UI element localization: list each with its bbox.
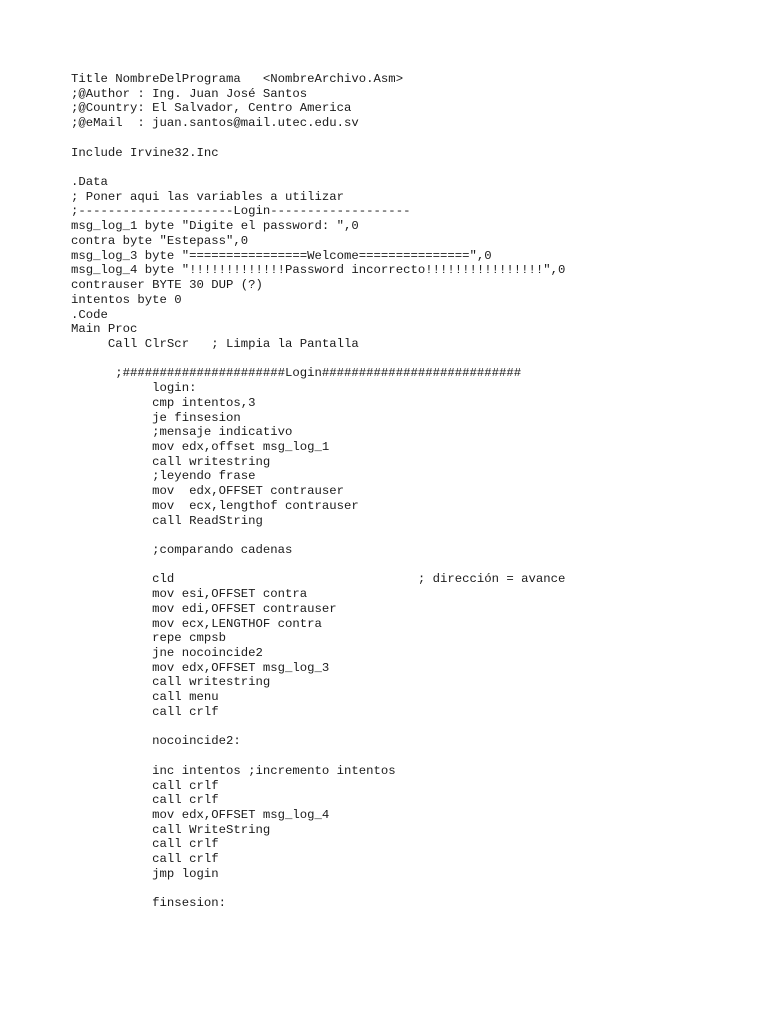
code-line: cld ; dirección = avance — [71, 572, 566, 587]
code-line: call WriteString — [71, 822, 271, 837]
code-line: msg_log_4 byte "!!!!!!!!!!!!!Password incorrecto!!!!!!!!!!!!!!!!",0 — [71, 263, 566, 278]
code-line: mov edx,OFFSET msg_log_3 — [71, 660, 330, 675]
code-line: ;mensaje indicativo — [71, 425, 293, 440]
code-line: call writestring — [71, 454, 271, 469]
code-line — [71, 160, 565, 175]
code-line: Include Irvine32.Inc — [71, 145, 219, 160]
code-line: cmp intentos,3 — [71, 395, 256, 410]
code-line: Call ClrScr ; Limpia la Pantalla — [71, 336, 359, 351]
code-line: .Data — [71, 175, 108, 190]
code-line: ;leyendo frase — [71, 469, 256, 484]
code-line: call writestring — [71, 675, 271, 690]
code-line: mov esi,OFFSET contra — [71, 587, 308, 602]
code-line: mov edx,OFFSET msg_log_4 — [71, 807, 330, 822]
code-line: repe cmpsb — [71, 631, 226, 646]
code-line: ;@Author : Ing. Juan José Santos — [71, 86, 308, 101]
code-line: nocoincide2: — [71, 734, 241, 749]
code-line: ;@eMail : juan.santos@mail.utec.edu.sv — [71, 116, 359, 131]
code-line: Title NombreDelPrograma <NombreArchivo.Asm> — [71, 72, 404, 86]
code-line: mov ecx,lengthof contrauser — [71, 498, 359, 513]
code-line: inc intentos ;incremento intentos — [71, 763, 396, 778]
code-line: ;comparando cadenas — [71, 543, 293, 557]
code-line — [71, 352, 565, 367]
code-line — [71, 720, 565, 735]
code-line: contra byte "Estepass",0 — [71, 233, 249, 248]
code-line — [71, 882, 565, 897]
code-line: call crlf — [71, 837, 219, 852]
code-line: finsesion: — [71, 896, 226, 911]
code-line: mov edi,OFFSET contrauser — [71, 601, 337, 616]
code-line — [71, 528, 565, 543]
code-line: .Code — [71, 307, 108, 322]
code-line: mov edx,OFFSET contrauser — [71, 484, 345, 499]
code-line: msg_log_3 byte "================Welcome===============",0 — [71, 248, 492, 263]
code-line: ;---------------------Login------------------- — [71, 204, 411, 219]
code-line: call crlf — [71, 704, 219, 719]
code-line: mov ecx,LENGTHOF contra — [71, 616, 322, 631]
code-line: Main Proc — [71, 322, 138, 337]
code-line: ;######################Login########################### — [71, 366, 522, 381]
code-listing — [71, 72, 565, 911]
code-line — [71, 558, 565, 573]
code-line: ;@Country: El Salvador, Centro America — [71, 101, 352, 116]
code-line — [71, 749, 565, 764]
code-line: contrauser BYTE 30 DUP (?) — [71, 278, 263, 293]
code-line: call crlf — [71, 778, 219, 793]
code-line: login: — [71, 381, 197, 396]
code-line: jne nocoincide2 — [71, 646, 263, 661]
code-line — [71, 131, 565, 146]
code-line: intentos byte 0 — [71, 292, 182, 307]
code-line: call ReadString — [71, 513, 263, 528]
code-line: mov edx,offset msg_log_1 — [71, 439, 330, 454]
code-line: call crlf — [71, 793, 219, 808]
code-line: je finsesion — [71, 410, 241, 425]
code-line: ; Poner aqui las variables a utilizar — [71, 189, 345, 204]
code-line: msg_log_1 byte "Digite el password: ",0 — [71, 219, 359, 234]
code-line: call menu — [71, 690, 219, 705]
code-line: jmp login — [71, 866, 219, 881]
code-line: call crlf — [71, 852, 219, 867]
